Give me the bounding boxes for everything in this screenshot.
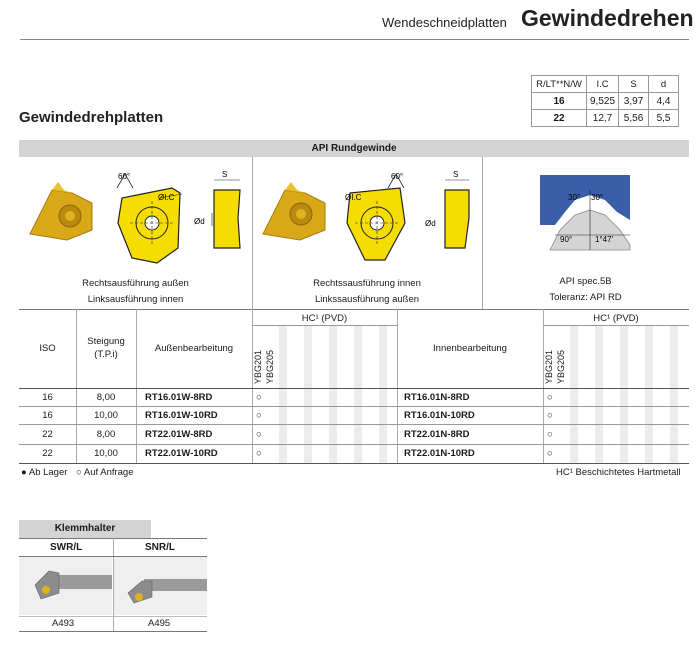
holder-page-ref: A495: [148, 618, 171, 629]
dims-cell: 22: [532, 110, 587, 127]
d-label: Ød: [425, 219, 436, 228]
holder-name: SNR/L: [145, 542, 175, 553]
ic-label: ØI.C: [345, 193, 362, 202]
dims-cell: 4,4: [649, 93, 679, 110]
s-label: S: [222, 170, 228, 179]
dims-header: I.C: [587, 76, 619, 93]
legend-hc-note: HC¹ Beschichtetes Hartmetall: [556, 467, 681, 478]
insert-3d-icon: [30, 182, 92, 240]
cell-inner-code: RT16.01N-8RD: [404, 392, 470, 403]
col-header-pitch-unit: (T.P.i): [94, 349, 118, 360]
col-header-pitch: Steigung: [87, 336, 125, 347]
col-header-hc-right: HC¹ (PVD): [593, 313, 639, 324]
cell-outer-code: RT16.01W-10RD: [145, 410, 218, 421]
cell-inner-code: RT22.01N-8RD: [404, 429, 470, 440]
thread-profile-drawing: [535, 170, 635, 252]
panel-caption-line2: Linksausführung innen: [87, 294, 184, 305]
insert-front-view-icon: [347, 174, 405, 260]
profile-angle-label: 30°: [568, 193, 581, 202]
ic-label: ØI.C: [158, 193, 175, 202]
header-title: Gewindedrehen: [521, 5, 694, 31]
cell-iso: 16: [42, 410, 53, 421]
cell-inner-code: RT16.01N-10RD: [404, 410, 475, 421]
grade-label: YBG201: [253, 349, 263, 384]
s-label: S: [453, 170, 459, 179]
cell-iso: 22: [42, 448, 53, 459]
dims-cell: 9,525: [587, 93, 619, 110]
insert-drawing-external: [22, 168, 252, 268]
legend-stock: ● Ab Lager: [21, 467, 68, 478]
insert-3d-icon: [263, 182, 325, 240]
angle-label: 60°: [391, 172, 404, 181]
cell-outer-code: RT16.01W-8RD: [145, 392, 213, 403]
panel-caption-line1: API spec.5B: [559, 276, 612, 287]
availability-mark: ○: [256, 448, 262, 459]
profile-angle-label: 1°47': [595, 235, 614, 244]
holder-page-ref: A493: [52, 618, 75, 629]
dims-header: R/LT**N/W: [532, 76, 587, 93]
insert-side-view-icon: [212, 180, 240, 248]
holder-image-snr: [114, 557, 207, 615]
dims-cell: 3,97: [619, 93, 649, 110]
header-subtitle: Wendeschneidplatten: [382, 15, 507, 30]
cell-inner-code: RT22.01N-10RD: [404, 448, 475, 459]
cell-outer-code: RT22.01W-10RD: [145, 448, 218, 459]
grade-label: YBG205: [265, 349, 275, 384]
col-header-inner: Innenbearbeitung: [433, 343, 507, 354]
legend-request: ○ Auf Anfrage: [76, 467, 134, 478]
availability-mark: ○: [547, 392, 553, 403]
holder-image-swr: [19, 557, 112, 615]
profile-angle-label: 30°: [591, 193, 604, 202]
grade-label: YBG205: [556, 349, 566, 384]
cell-pitch: 8,00: [96, 392, 116, 403]
dims-cell: 5,5: [649, 110, 679, 127]
cell-pitch: 10,00: [94, 448, 118, 459]
availability-mark: ○: [547, 429, 553, 440]
dimensions-table: [531, 75, 679, 127]
cell-outer-code: RT22.01W-8RD: [145, 429, 213, 440]
cell-pitch: 8,00: [96, 429, 116, 440]
panel-caption-line2: Linkssausführung außen: [314, 294, 420, 305]
grade-label: YBG201: [544, 349, 554, 384]
tool-holder-icon: [19, 557, 112, 615]
table-top-border: [19, 309, 689, 310]
d-label: Ød: [194, 217, 205, 226]
header-divider: [20, 39, 689, 40]
col-header-outer: Außenbearbeitung: [154, 343, 234, 354]
dims-cell: 5,56: [619, 110, 649, 127]
insert-side-view-icon: [445, 180, 469, 248]
cell-pitch: 10,00: [94, 410, 118, 421]
dims-cell: 16: [532, 93, 587, 110]
dims-header: S: [619, 76, 649, 93]
col-header-iso: ISO: [39, 343, 56, 354]
angle-label: 60°: [118, 172, 131, 181]
insert-drawing-internal: [255, 168, 481, 268]
holder-name: SWR/L: [50, 542, 83, 553]
api-bar: API Rundgewinde: [19, 140, 689, 157]
availability-mark: ○: [256, 429, 262, 440]
section-title: Gewindedrehplatten: [19, 109, 164, 126]
holders-title: Klemmhalter: [19, 520, 151, 538]
tool-holder-icon: [114, 557, 207, 615]
dims-header: d: [649, 76, 679, 93]
availability-mark: ○: [547, 448, 553, 459]
cell-iso: 16: [42, 392, 53, 403]
availability-mark: ○: [256, 392, 262, 403]
panel-caption-line1: Rechtsausführung außen: [82, 278, 189, 289]
panel-caption-line2: Toleranz: API RD: [549, 292, 622, 303]
dims-cell: 12,7: [587, 110, 619, 127]
col-header-hc-left: HC¹ (PVD): [301, 313, 348, 324]
availability-mark: ○: [256, 410, 262, 421]
profile-angle-label: 90°: [560, 235, 573, 244]
availability-mark: ○: [547, 410, 553, 421]
panel-caption-line1: Rechtssausführung innen: [313, 278, 421, 289]
insert-front-view-icon: [117, 174, 182, 263]
cell-iso: 22: [42, 429, 53, 440]
